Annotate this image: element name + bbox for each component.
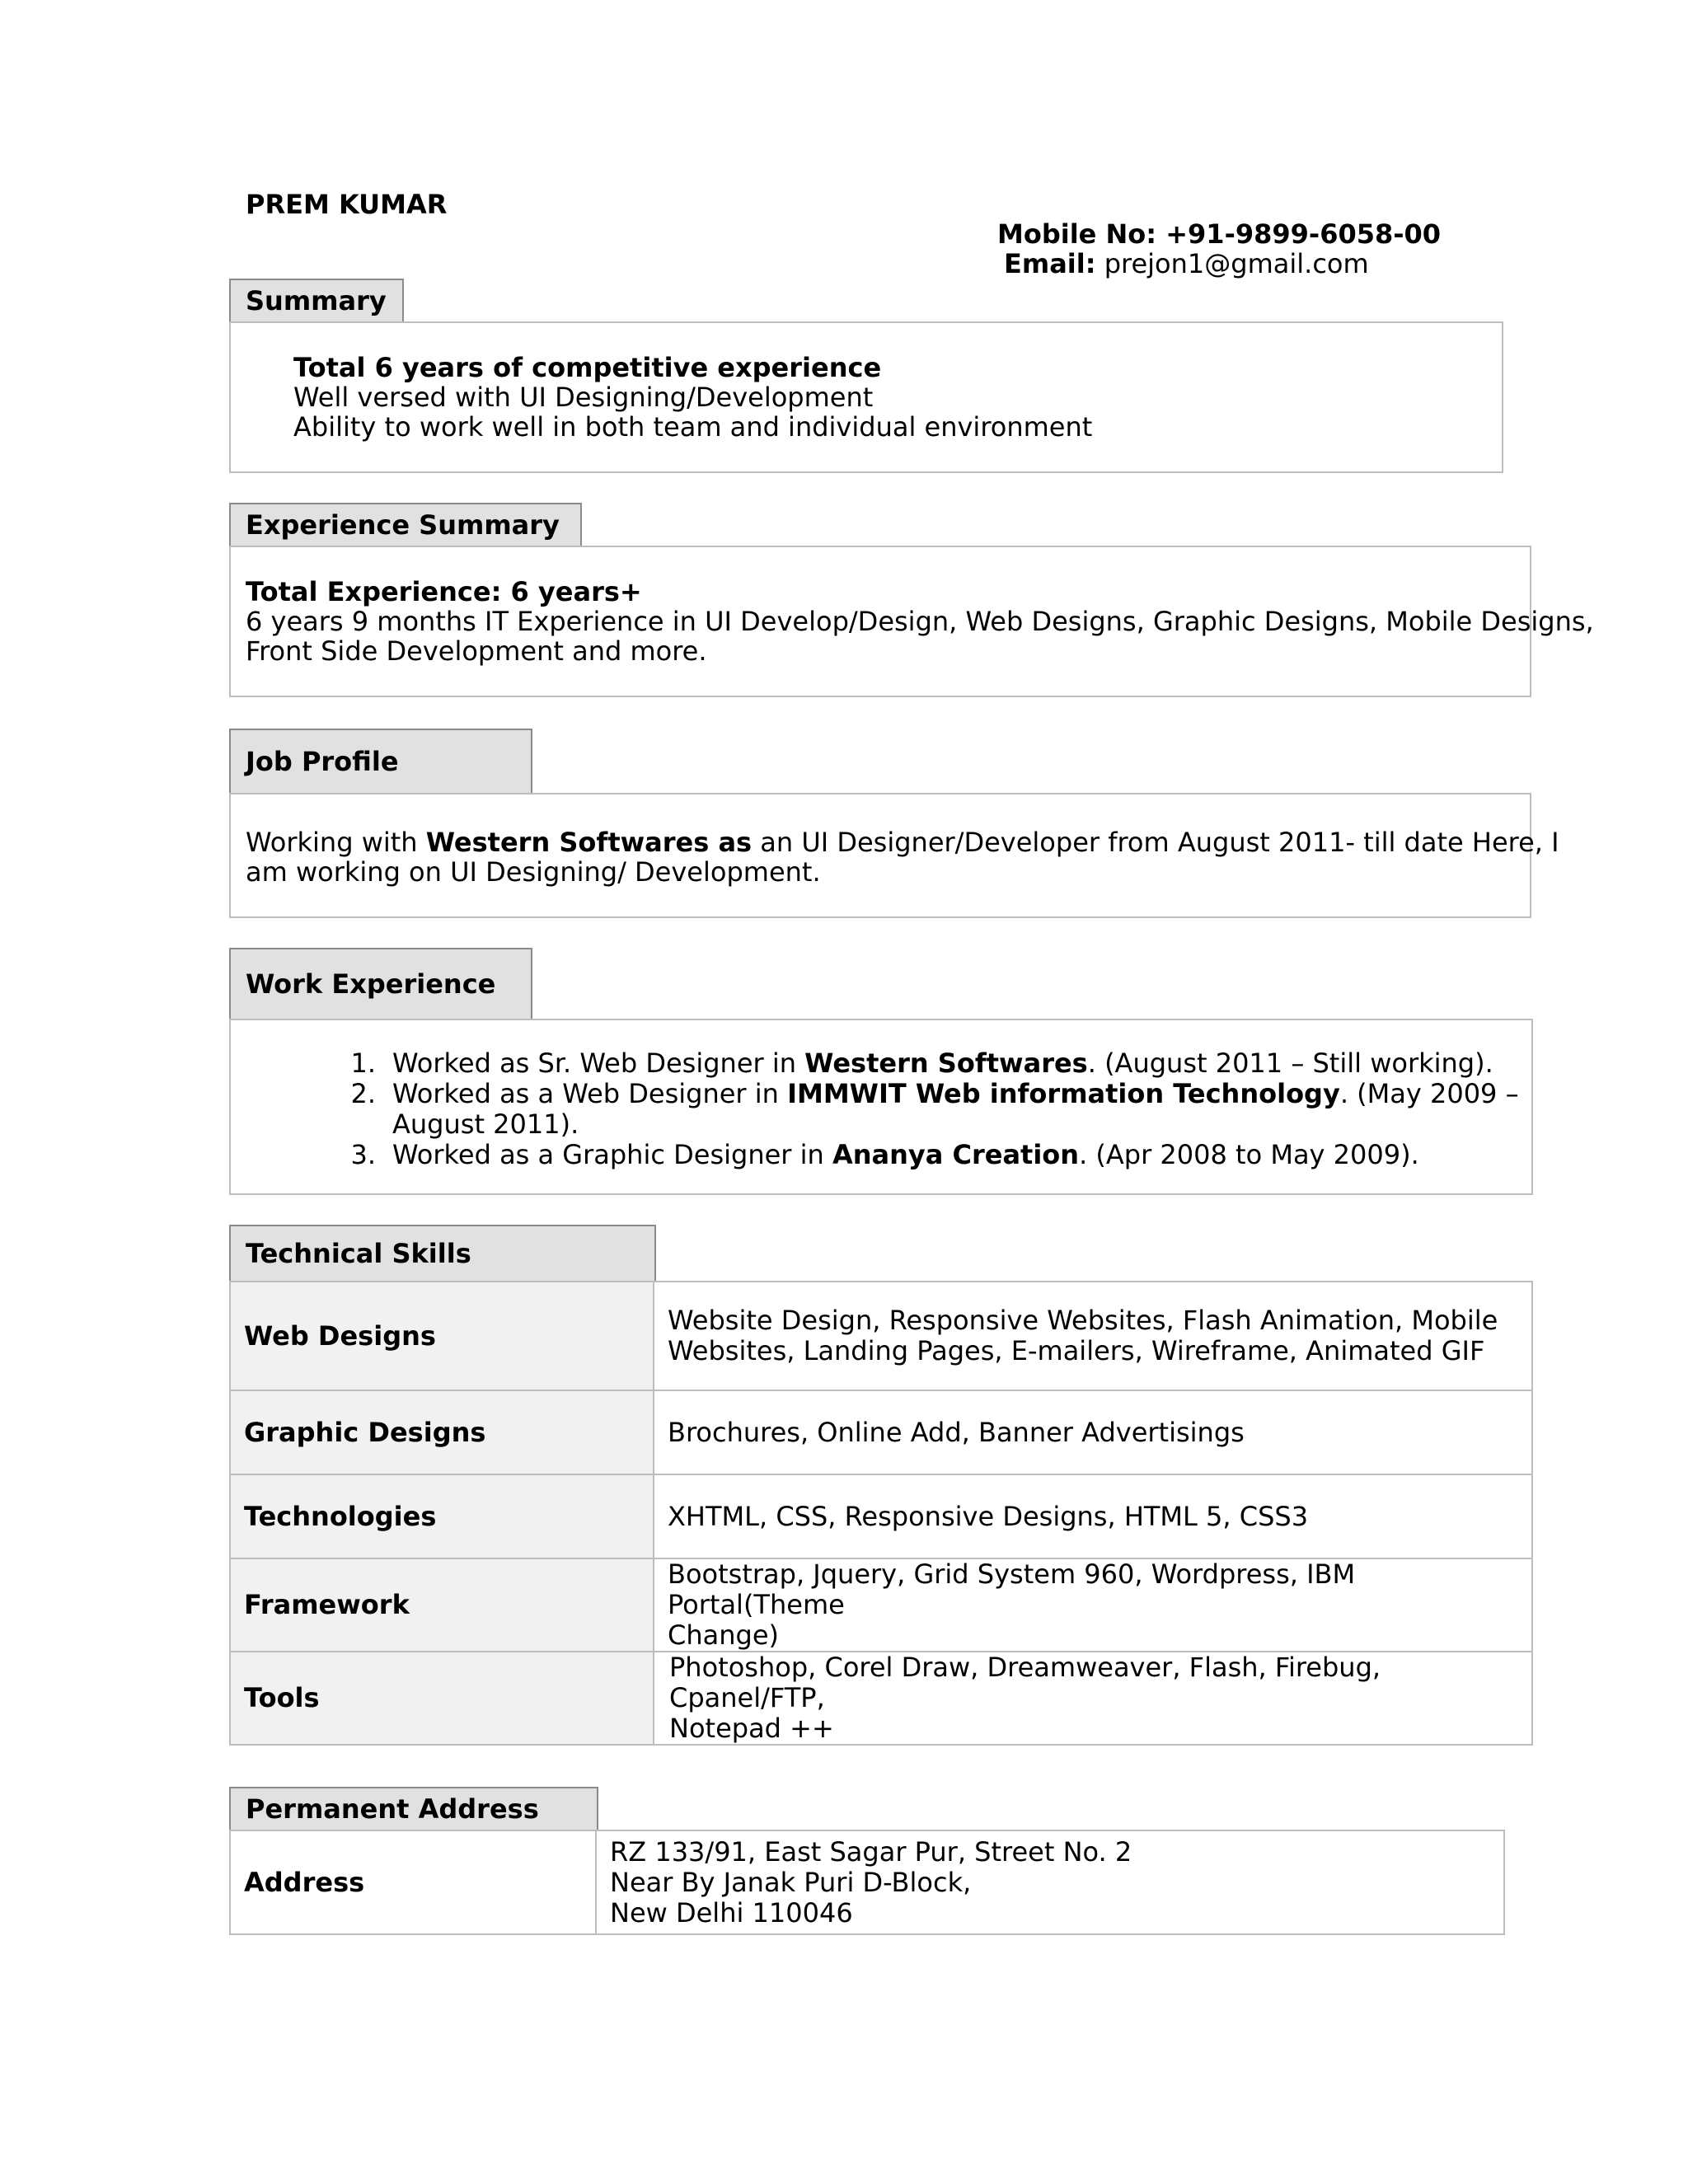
work-item-post: . (Apr 2008 to May 2009). xyxy=(1079,1139,1419,1170)
candidate-name: PREM KUMAR xyxy=(246,189,448,220)
address-label: Address xyxy=(230,1830,596,1934)
experience-line-2: Front Side Development and more. xyxy=(246,635,707,667)
summary-heading xyxy=(229,279,404,323)
work-item-continuation: August 2011). xyxy=(392,1108,579,1140)
work-item-company: Ananya Creation xyxy=(832,1139,1080,1170)
experience-summary-heading xyxy=(229,503,582,547)
skill-value-line-2: Websites, Landing Pages, E-mailers, Wireframe, Animated GIF xyxy=(668,1335,1485,1366)
experience-line-1: 6 years 9 months IT Experience in UI Develop/Design, Web Designs, Graphic Designs, Mobile Designs, xyxy=(246,606,1594,637)
skill-label: Graphic Designs xyxy=(230,1390,654,1474)
work-item-post: . (August 2011 – Still working). xyxy=(1087,1047,1493,1079)
address-line-3: New Delhi 110046 xyxy=(610,1896,853,1929)
mobile-line xyxy=(997,219,1441,250)
mobile-label: Mobile No: xyxy=(997,218,1157,250)
job-profile-post: an UI Designer/Developer from August 2011- till date Here, I xyxy=(752,827,1559,858)
work-experience-list xyxy=(326,1048,1519,1170)
skill-label: Web Designs xyxy=(230,1282,654,1390)
work-item-post: . (May 2009 – xyxy=(1339,1078,1519,1109)
work-item-pre: Worked as a Web Designer in xyxy=(392,1078,788,1109)
total-experience: Total Experience: 6 years+ xyxy=(246,576,642,607)
summary-line-3: Ability to work well in both team and individual environment xyxy=(293,411,1093,443)
skill-value-line-1: Website Design, Responsive Websites, Flash Animation, Mobile xyxy=(668,1305,1498,1336)
address-value xyxy=(596,1830,1504,1934)
permanent-address-heading-label: Permanent Address xyxy=(246,1793,539,1825)
permanent-address-heading xyxy=(229,1787,598,1831)
summary-box xyxy=(229,321,1503,473)
email-value[interactable]: prejon1@gmail.com xyxy=(1104,248,1369,279)
work-item-company: IMMWIT Web information Technology xyxy=(787,1078,1340,1109)
job-profile-line-1 xyxy=(246,827,1559,858)
skill-value-line-2: Change) xyxy=(668,1619,779,1651)
table-row xyxy=(230,1282,1532,1390)
technical-skills-table xyxy=(229,1281,1533,1746)
summary-line-1: Total 6 years of competitive experience xyxy=(293,352,882,383)
summary-line-2: Well versed with UI Designing/Development xyxy=(293,382,874,413)
work-experience-heading-label: Work Experience xyxy=(246,968,496,1000)
skill-value xyxy=(654,1558,1532,1652)
skill-value-line-1: Photoshop, Corel Draw, Dreamweaver, Flash, Firebug, Cpanel/FTP, xyxy=(669,1652,1381,1713)
skill-value-line-1: XHTML, CSS, Responsive Designs, HTML 5, CSS3 xyxy=(668,1500,1309,1532)
summary-heading-label: Summary xyxy=(246,284,387,316)
work-item-company: Western Softwares xyxy=(804,1047,1088,1079)
skill-value-line-2: Notepad ++ xyxy=(669,1713,834,1744)
job-profile-heading-label: Job Profile xyxy=(246,745,399,777)
work-item-pre: Worked as Sr. Web Designer in xyxy=(392,1047,805,1079)
job-profile-company: Western Softwares as xyxy=(425,827,753,858)
technical-skills-heading xyxy=(229,1225,656,1282)
job-profile-box xyxy=(229,793,1559,918)
skill-value xyxy=(654,1282,1532,1390)
skill-label: Tools xyxy=(230,1652,654,1745)
table-row xyxy=(230,1558,1532,1652)
email-label: Email: xyxy=(1004,248,1096,279)
skill-value-line-1: Brochures, Online Add, Banner Advertisings xyxy=(668,1416,1245,1448)
experience-summary-box xyxy=(229,546,1594,697)
skill-label: Framework xyxy=(230,1558,654,1652)
table-row xyxy=(230,1390,1532,1474)
skill-value xyxy=(654,1652,1532,1745)
address-line-2: Near By Janak Puri D-Block, xyxy=(610,1866,972,1898)
work-item xyxy=(326,1048,1519,1079)
work-experience-heading xyxy=(229,948,532,1020)
table-row xyxy=(230,1652,1532,1745)
job-profile-pre: Working with xyxy=(246,827,426,858)
skill-label: Technologies xyxy=(230,1474,654,1558)
work-experience-box xyxy=(229,1019,1533,1195)
table-row xyxy=(230,1474,1532,1558)
skill-value xyxy=(654,1474,1532,1558)
work-item xyxy=(326,1140,1519,1170)
work-item-number: 1. xyxy=(350,1047,376,1079)
skill-value-line-1: Bootstrap, Jquery, Grid System 960, Wordpress, IBM Portal(Theme xyxy=(668,1558,1356,1620)
skill-value xyxy=(654,1390,1532,1474)
mobile-value: +91-9899-6058-00 xyxy=(1165,218,1442,250)
table-row xyxy=(230,1830,1504,1934)
email-line xyxy=(1004,249,1369,279)
address-line-1: RZ 133/91, East Sagar Pur, Street No. 2 xyxy=(610,1835,1132,1868)
job-profile-line-2: am working on UI Designing/ Development. xyxy=(246,856,821,888)
experience-summary-heading-label: Experience Summary xyxy=(246,509,560,541)
technical-skills-heading-label: Technical Skills xyxy=(246,1237,471,1269)
work-item-pre: Worked as a Graphic Designer in xyxy=(392,1139,832,1170)
address-table xyxy=(229,1830,1505,1935)
work-item-number: 2. xyxy=(350,1078,376,1109)
work-item xyxy=(326,1079,1519,1140)
job-profile-heading xyxy=(229,729,532,794)
work-item-number: 3. xyxy=(350,1139,376,1170)
